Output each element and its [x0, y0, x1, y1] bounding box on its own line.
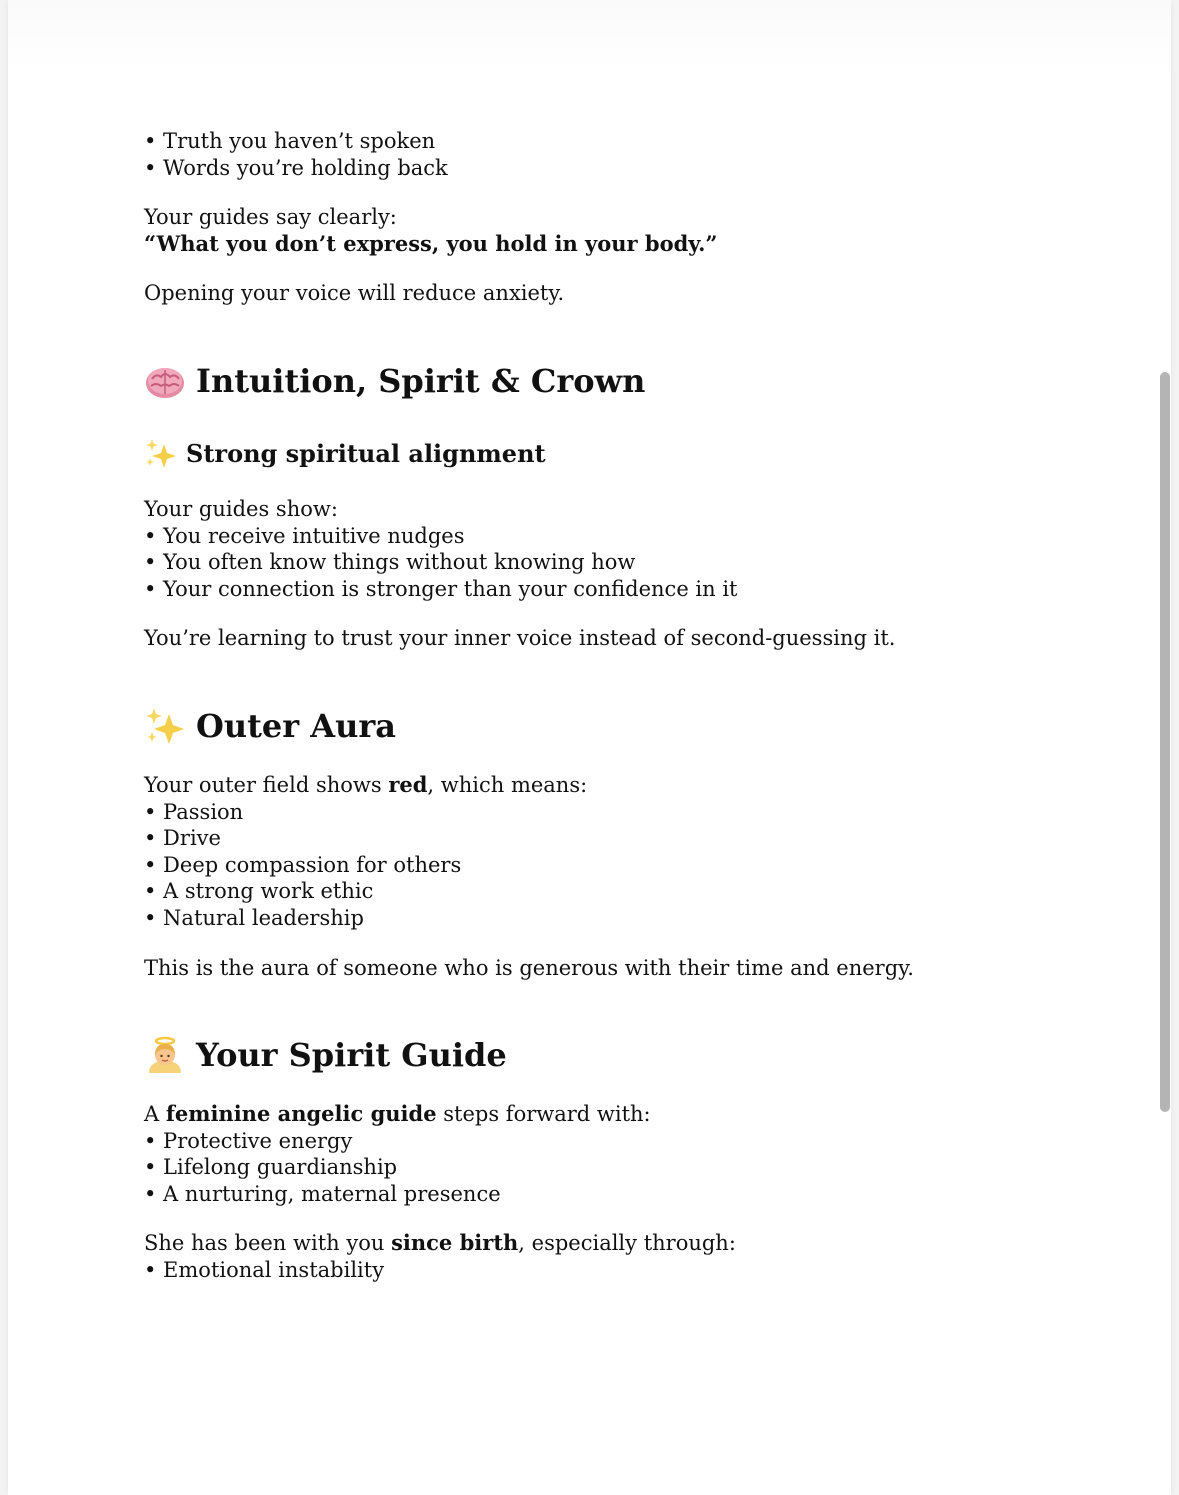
guides-quote: “What you don’t express, you hold in your body.”: [144, 230, 718, 256]
bullet-item: • Passion: [144, 799, 244, 824]
vertical-scrollbar[interactable]: [1160, 372, 1170, 1112]
subsection-title: Strong spiritual alignment: [186, 438, 546, 468]
opening-text: Opening your voice will reduce anxiety.: [144, 281, 565, 306]
bullet-item: • You receive intuitive nudges: [144, 523, 465, 548]
document-content: [144, 128, 1104, 1284]
section-heading-aura: [144, 706, 1104, 746]
since-birth-text: She has been with you since birth, especially through:: [144, 1230, 736, 1256]
section-title: Your Spirit Guide: [196, 1036, 507, 1075]
subsection-heading-alignment: [144, 438, 1104, 470]
bullet-item: • Your connection is stronger than your confidence in it: [144, 576, 738, 601]
sparkles-icon: [144, 706, 186, 746]
bullet-item: • Natural leadership: [144, 905, 364, 930]
brain-icon: [144, 361, 186, 401]
section-lead: A feminine angelic guide steps forward with:: [144, 1101, 651, 1127]
bullet-item: • A nurturing, maternal presence: [144, 1181, 501, 1206]
top-shade: [8, 0, 1171, 70]
bullet-item: • Lifelong guardianship: [144, 1155, 398, 1180]
section-title: Intuition, Spirit & Crown: [196, 361, 646, 400]
sparkles-icon: [144, 438, 178, 470]
bullet-item: • Drive: [144, 826, 221, 851]
bullet-item: • Deep compassion for others: [144, 852, 462, 877]
bullet-item: • Emotional instability: [144, 1258, 385, 1283]
bullet-item: • A strong work ethic: [144, 879, 374, 904]
section-title: Outer Aura: [196, 706, 396, 745]
document-page: [8, 0, 1171, 1495]
guides-say-text: Your guides say clearly:: [144, 205, 397, 230]
bullet-item: • Protective energy: [144, 1128, 353, 1153]
section-closing: You’re learning to trust your inner voice instead of second-guessing it.: [144, 626, 896, 651]
section-lead: Your guides show:: [144, 496, 338, 521]
intro-bullet: • Words you’re holding back: [144, 155, 448, 180]
section-heading-guide: [144, 1035, 1104, 1075]
bullet-item: • You often know things without knowing how: [144, 550, 636, 575]
section-heading-intuition: [144, 361, 1104, 401]
angel-icon: [144, 1035, 186, 1075]
section-lead: Your outer field shows red, which means:: [144, 771, 588, 797]
intro-bullet: • Truth you haven’t spoken: [144, 129, 436, 153]
section-closing: This is the aura of someone who is generous with their time and energy.: [144, 955, 914, 980]
